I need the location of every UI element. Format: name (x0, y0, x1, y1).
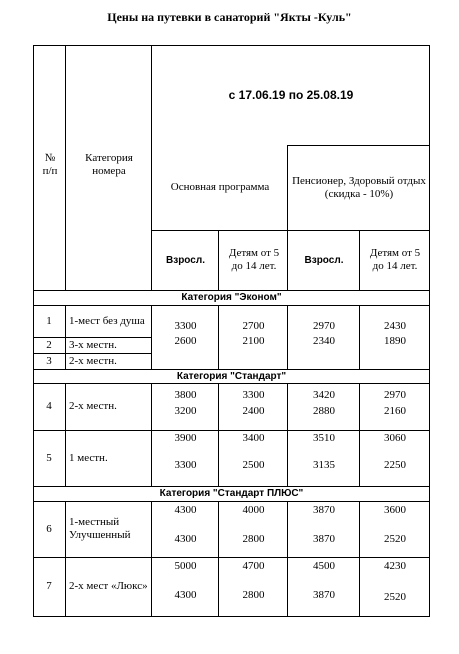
price-cell: 4230 (384, 560, 406, 572)
price-cell: 3420 (313, 389, 335, 401)
price-cell: 2880 (313, 405, 335, 417)
header-period: с 17.06.19 по 25.08.19 (228, 87, 354, 102)
price-cell: 4300 (174, 504, 197, 516)
row-number: 1 (46, 314, 52, 327)
price-cell: 2400 (242, 405, 265, 417)
price-cell: 3870 (313, 504, 335, 516)
header-kids: Детям от 5 до 14 лет. (228, 247, 280, 272)
price-cell: 3870 (313, 589, 335, 601)
row-number: 6 (46, 522, 52, 535)
grid-line (218, 383, 219, 487)
row-number: 7 (46, 580, 52, 592)
grid-line (151, 501, 152, 617)
price-cell: 3300 (174, 320, 197, 332)
grid-line (359, 230, 360, 291)
price-cell: 5000 (174, 560, 197, 572)
price-cell: 3870 (313, 533, 335, 545)
grid-line (151, 383, 152, 487)
price-cell: 3300 (242, 389, 265, 401)
grid-line (287, 383, 288, 487)
price-cell: 3135 (313, 459, 335, 471)
grid-line (287, 501, 288, 617)
table-border-right (429, 45, 430, 617)
price-cell: 3400 (242, 432, 265, 444)
price-cell: 4000 (242, 504, 265, 516)
price-cell: 2160 (384, 405, 406, 417)
price-cell: 3200 (174, 405, 197, 417)
price-cell: 2970 (313, 320, 335, 332)
price-cell: 4500 (313, 560, 335, 572)
row-category: 2-х местн. (69, 354, 117, 367)
header-adult: Взросл. (304, 254, 344, 266)
price-cell: 3060 (384, 432, 406, 444)
section-title: Категория "Эконом" (181, 292, 282, 303)
price-cell: 4700 (242, 560, 265, 572)
grid-line (287, 145, 288, 291)
price-cell: 2340 (313, 335, 335, 347)
price-cell: 3800 (174, 389, 197, 401)
price-cell: 2600 (174, 335, 197, 347)
row-category: 1-мест без душа (69, 314, 145, 327)
table-border-bottom (33, 616, 430, 617)
row-number: 2 (46, 338, 52, 351)
row-number: 3 (46, 354, 52, 367)
grid-line (287, 305, 288, 370)
header-adult: Взросл. (166, 254, 205, 266)
price-cell: 2500 (242, 459, 265, 471)
grid-line (218, 501, 219, 617)
price-cell: 3600 (384, 504, 406, 516)
row-category: 2-х мест «Люкс» (69, 580, 148, 592)
price-cell: 3300 (174, 459, 197, 471)
grid-line (151, 45, 152, 291)
grid-line (151, 305, 152, 370)
price-cell: 2250 (384, 459, 406, 471)
row-category: 2-х местн. (69, 400, 117, 412)
row-category: 3-х местн. (69, 338, 117, 351)
price-cell: 2800 (242, 589, 265, 601)
price-cell: 4300 (174, 589, 197, 601)
price-cell: 1890 (384, 335, 406, 347)
price-cell: 3900 (174, 432, 197, 444)
grid-line (359, 501, 360, 617)
price-cell: 2100 (242, 335, 265, 347)
header-category: Категория номера (85, 152, 133, 177)
price-cell: 2970 (384, 389, 406, 401)
grid-line (359, 305, 360, 370)
header-main-program: Основная программа (170, 181, 270, 193)
header-kids: Детям от 5 до 14 лет. (369, 247, 421, 272)
price-cell: 4300 (174, 533, 197, 545)
price-cell: 2430 (384, 320, 406, 332)
row-category: 1 местн. (69, 451, 108, 464)
grid-line (218, 305, 219, 370)
row-number: 5 (46, 451, 52, 464)
section-title: Категория "Стандарт" (176, 370, 287, 382)
page-title: Цены на путевки в санаторий "Якты -Куль" (107, 10, 352, 24)
price-table (33, 45, 430, 645)
price-cell: 2520 (384, 533, 406, 545)
row-category: 1-местный Улучшенный (69, 516, 131, 541)
row-number: 4 (46, 400, 52, 412)
price-cell: 2520 (384, 591, 406, 603)
header-pensioner: Пенсионер, Здоровый отдых (скидка - 10%) (292, 174, 426, 200)
price-cell: 2700 (242, 320, 265, 332)
section-title: Категория "Стандарт ПЛЮС" (159, 488, 304, 499)
grid-line (218, 230, 219, 291)
grid-line (65, 45, 66, 291)
header-num: № п/п (42, 152, 58, 177)
grid-line (359, 383, 360, 487)
price-cell: 3510 (313, 432, 335, 444)
price-cell: 2800 (242, 533, 265, 545)
